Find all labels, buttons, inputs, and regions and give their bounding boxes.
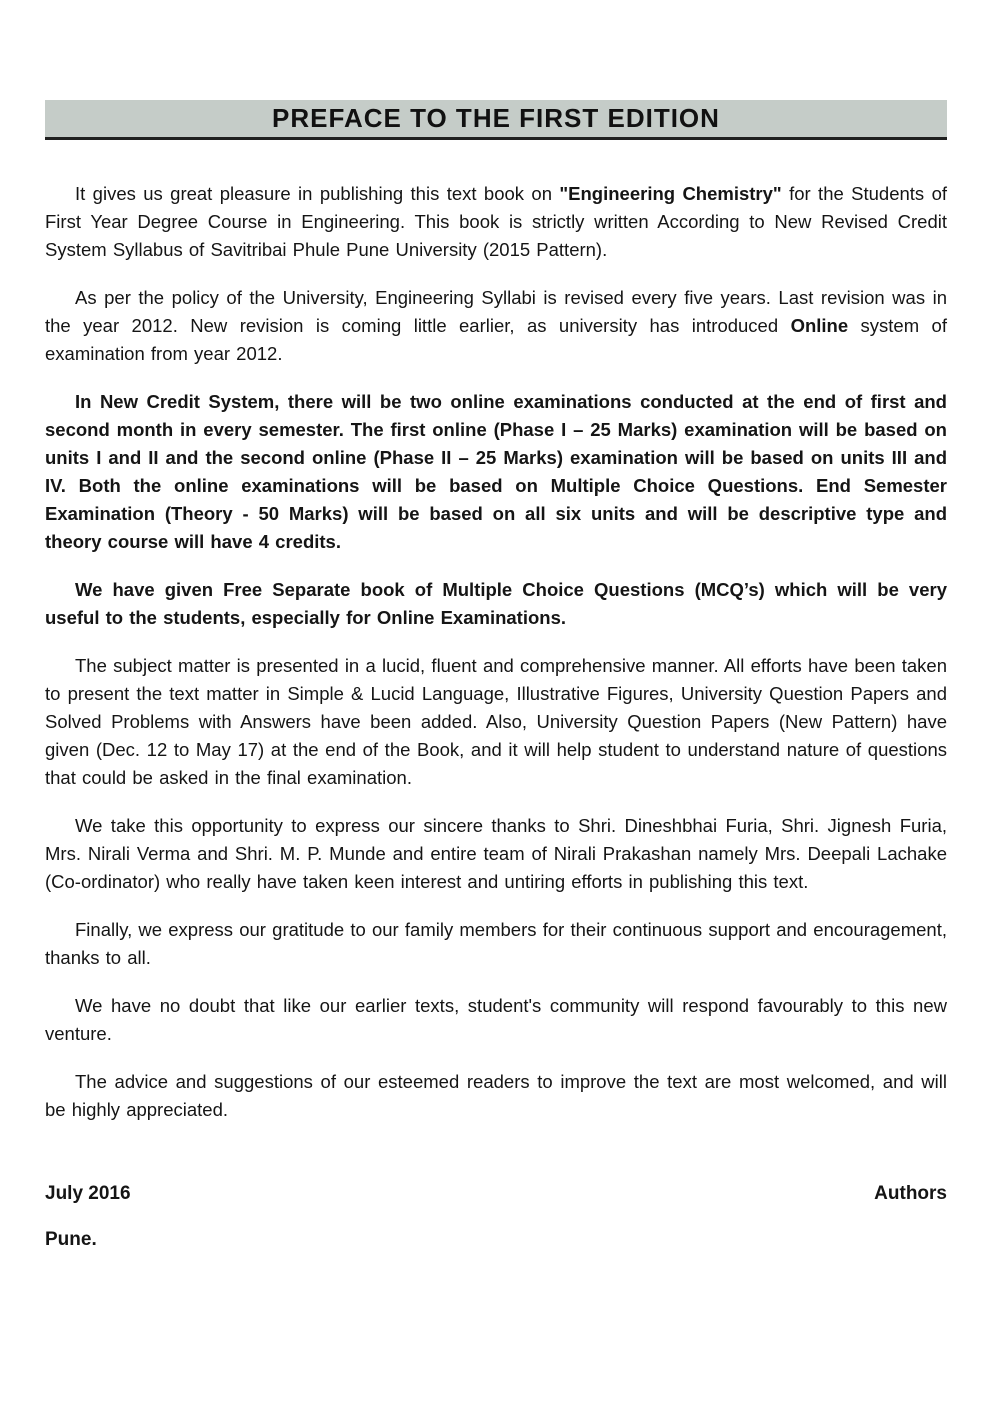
paragraph-acknowledgements — [45, 812, 947, 896]
online-emphasis: Online — [790, 315, 849, 336]
text-run: We take this opportunity to express our sincere thanks to Shri. Dineshbhai Furia, Shri. Jignesh Furia, Mrs. Nirali Verma and Shri. M. P. Munde and entire team of Nirali Prakashan namely Mrs. Deepali Lachake (Co-ordinator) who really have taken keen interest and untiring efforts in publishing this text. — [45, 815, 947, 892]
text-run: As per the policy of the University, Engineering Syllabi is revised every five years. Last revision was in the year 2012. New revision is coming little earlier, as university has introduced — [45, 287, 947, 336]
paragraph-confidence — [45, 992, 947, 1048]
footer-authors: Authors — [874, 1183, 947, 1204]
text-run: system of examination from year 2012. — [45, 315, 947, 364]
paragraph-subject-matter — [45, 652, 947, 792]
text-run: Finally, we express our gratitude to our family members for their continuous support and encouragement, thanks to all. — [45, 919, 947, 968]
text-run: We have no doubt that like our earlier texts, student's community will respond favourably to this new venture. — [45, 995, 947, 1044]
footer-place: Pune. — [45, 1229, 97, 1250]
text-run: for the Students of First Year Degree Course in Engineering. This book is strictly written According to New Revised Credit System Syllabus of Savitribai Phule Pune University (2015 Pattern). — [45, 183, 947, 260]
text-run: The advice and suggestions of our esteemed readers to improve the text are most welcomed, and will be highly appreciated. — [45, 1071, 947, 1120]
title-bar — [45, 100, 947, 140]
book-title-emphasis: "Engineering Chemistry" — [559, 183, 782, 204]
paragraph-revision-policy — [45, 284, 947, 368]
signature-row-place — [45, 1226, 947, 1254]
preface-body — [45, 180, 947, 1254]
text-run: In New Credit System, there will be two online examinations conducted at the end of first and second month in every semester. The first online (Phase I – 25 Marks) examination will be based on units I and II and the second online (Phase II – 25 Marks) examination will be based on units III and IV. Both the online examinations will be based on Multiple Choice Questions. End Semester Examination (Theory - 50 Marks) will be based on all six units and will be descriptive type and theory course will have 4 credits. — [45, 391, 947, 552]
paragraph-family-gratitude — [45, 916, 947, 972]
text-run: It gives us great pleasure in publishing this text book on — [75, 183, 560, 204]
page-title: PREFACE TO THE FIRST EDITION — [272, 103, 720, 133]
paragraph-credit-system — [45, 388, 947, 556]
paragraph-intro — [45, 180, 947, 264]
footer-date: July 2016 — [45, 1183, 131, 1204]
signature-block — [45, 1180, 947, 1254]
paragraph-mcq-book — [45, 576, 947, 632]
signature-row-date-authors — [45, 1180, 947, 1208]
text-run: We have given Free Separate book of Multiple Choice Questions (MCQ’s) which will be very useful to the students, especially for Online Examinations. — [45, 579, 947, 628]
paragraph-feedback — [45, 1068, 947, 1124]
text-run: The subject matter is presented in a lucid, fluent and comprehensive manner. All efforts have been taken to present the text matter in Simple & Lucid Language, Illustrative Figures, University Question Papers and Solved Problems with Answers have been added. Also, University Question Papers (New Pattern) have given (Dec. 12 to May 17) at the end of the Book, and it will help student to understand nature of questions that could be asked in the final examination. — [45, 655, 947, 788]
